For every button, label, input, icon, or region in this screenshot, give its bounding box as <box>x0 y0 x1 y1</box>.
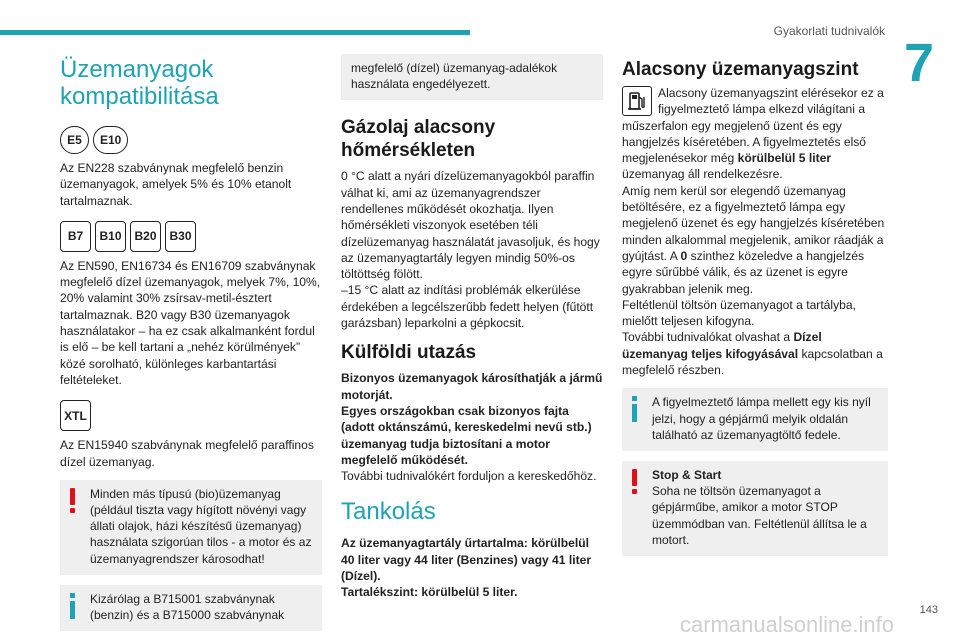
badge-b10: B10 <box>95 221 126 252</box>
page-number: 143 <box>919 604 938 616</box>
low-fuel-text-3: szinthez közeledve a hangjelzés egyre sűrűbbé válik, és az üzenet is egyre gyakrabban jelenik meg. Feltétlenül töltsön üzemanyagot a tartályba, mielőtt teljesen kifogyna. További tudnivalókat olvashat a <box>622 248 865 345</box>
warning-icon <box>69 488 77 514</box>
info-note-continued <box>341 54 603 100</box>
fuel-flap-info-note <box>622 388 888 451</box>
column-2 <box>341 52 603 601</box>
header-accent-bar <box>0 30 470 35</box>
travel-abroad-warning: Bizonyos üzemanyagok károsíthatják a jármű motorját. Egyes országokban csak bizonyos fajta (adott oktánszámú, kereskedelmi nevű stb.) üzemanyag tudja biztosítani a motor megfelelő működését. <box>341 371 603 467</box>
badge-xtl: XTL <box>60 400 91 431</box>
diesel-badges <box>60 221 322 252</box>
travel-abroad-heading: Külföldi utazás <box>341 342 477 364</box>
fuel-compatibility-title: Üzemanyagok kompatibilitása <box>60 56 219 110</box>
stop-start-title: Stop & Start <box>652 467 722 482</box>
low-fuel-body <box>622 85 888 378</box>
low-fuel-heading: Alacsony üzemanyagszint <box>622 59 859 80</box>
section-header: Gyakorlati tudnivalók <box>773 24 885 38</box>
diesel-low-temp-heading: Gázolaj alacsony hőmérsékleten <box>341 117 496 162</box>
badge-b30: B30 <box>165 221 196 252</box>
xtl-badge-row <box>60 400 322 431</box>
tank-capacity: Az üzemanyagtartály űrtartalma: körülbelül 40 liter vagy 44 liter (Benzines) vagy 41 liter (Dízel). Tartalékszint: körülbelül 5 liter. <box>341 536 592 600</box>
low-fuel-text-bold-2: 0 <box>680 248 688 263</box>
warning-icon <box>631 469 639 495</box>
low-fuel-text-bold-3: Dízel üzemanyag teljes kifogyásával <box>622 330 822 361</box>
low-fuel-text <box>622 85 888 378</box>
info-icon <box>69 593 77 619</box>
petrol-paragraph: Az EN228 szabványnak megfelelő benzin üzemanyagok, amelyek 5% és 10% etanolt tartalmaznak. <box>60 161 292 208</box>
diesel-paragraph: Az EN590, EN16734 és EN16709 szabványnak megfelelő dízel üzemanyagok, melyek 7%, 10%, 20% valamint 30% zsírsav-metil-észtert tartalmaznak. B20 vagy B30 üzemanyagok használatakor – ha ez csak alkalmanként fordul is elő – be kell tartani a „nehéz körülmények” közé sorolható, különleges karbantartási feltételeket. <box>60 258 321 387</box>
column-1 <box>60 52 322 631</box>
low-fuel-text-bold-1: körülbelül 5 liter <box>737 151 832 166</box>
badge-b7: B7 <box>60 221 91 252</box>
info-text: Kizárólag a B715001 szabványnak (benzin) és a B715000 szabványnak <box>90 591 285 623</box>
warning-note <box>60 480 322 575</box>
info-note <box>60 585 322 631</box>
warning-text: Minden más típusú (bio)üzemanyag (például tiszta vagy hígított növényi vagy állati olajok, házi készítésű üzemanyag) használata szigorúan tilos - a motor és az üzemanyagrendszer károsodhat! <box>90 486 312 566</box>
petrol-badges <box>60 126 322 154</box>
badge-b20: B20 <box>130 221 161 252</box>
badge-e5: E5 <box>60 126 89 154</box>
info-continued-text: megfelelő (dízel) üzemanyag-adalékok használata engedélyezett. <box>351 61 558 92</box>
low-fuel-text-4: kapcsolatban a megfelelő részben. <box>622 346 883 378</box>
travel-abroad-text: További tudnivalókért forduljon a kereskedőhöz. <box>341 469 597 484</box>
info-icon <box>631 396 639 422</box>
xtl-paragraph: Az EN15940 szabványnak megfelelő paraffinos dízel üzemanyag. <box>60 438 314 469</box>
watermark: carmanualsonline.info <box>680 612 895 637</box>
low-fuel-text-2: üzemanyag áll rendelkezésre. Amíg nem kerül sor elegendő üzemanyag betöltésére, ez a figyelmeztető lámpa egy megjelenő üzenet és egy hangjelzés kíséretében minden alkalommal megjelenik, amikor ráadják a gyújtást. A <box>622 167 885 263</box>
fuel-pump-icon <box>622 86 652 116</box>
stop-start-warning-note <box>622 461 888 556</box>
low-fuel-text-1: Alacsony üzemanyagszint elérésekor ez a figyelmeztető lámpa elkezd világítani a műszerfalon egy megjelenő üzent és egy hangjelzés kíséretében. A figyelmeztetés első megjelenésekor még <box>622 86 884 166</box>
chapter-number: 7 <box>903 33 934 93</box>
column-3 <box>622 52 888 556</box>
diesel-low-temp-text: 0 °C alatt a nyári dízelüzemanyagokból paraffin válhat ki, ami az üzemanyagrendszer rendellenes működését okozhatja. Ilyen hőmérsékleti viszonyok esetében téli dízelüzemanyag használatát javasoljuk, és hogy az üzemanyagtartály legyen mindig 50%-os töltöttség fölött. –15 °C alatt az indítási problémák elkerülése érdekében a legcélszerűbb fedett helyen (fűtött garázsban) leparkolni a gépkocsit. <box>341 169 600 331</box>
fuel-flap-info-text: A figyelmeztető lámpa mellett egy kis nyíl jelzi, hogy a gépjármű melyik oldalán található az üzemanyagtöltő fedele. <box>652 395 871 442</box>
refuelling-heading: Tankolás <box>341 498 436 526</box>
badge-e10: E10 <box>93 126 128 154</box>
stop-start-text: Soha ne töltsön üzemanyagot a gépjárműbe, amikor a motor STOP üzemmódban van. Feltétlenül állítsa le a motort. <box>652 484 867 547</box>
